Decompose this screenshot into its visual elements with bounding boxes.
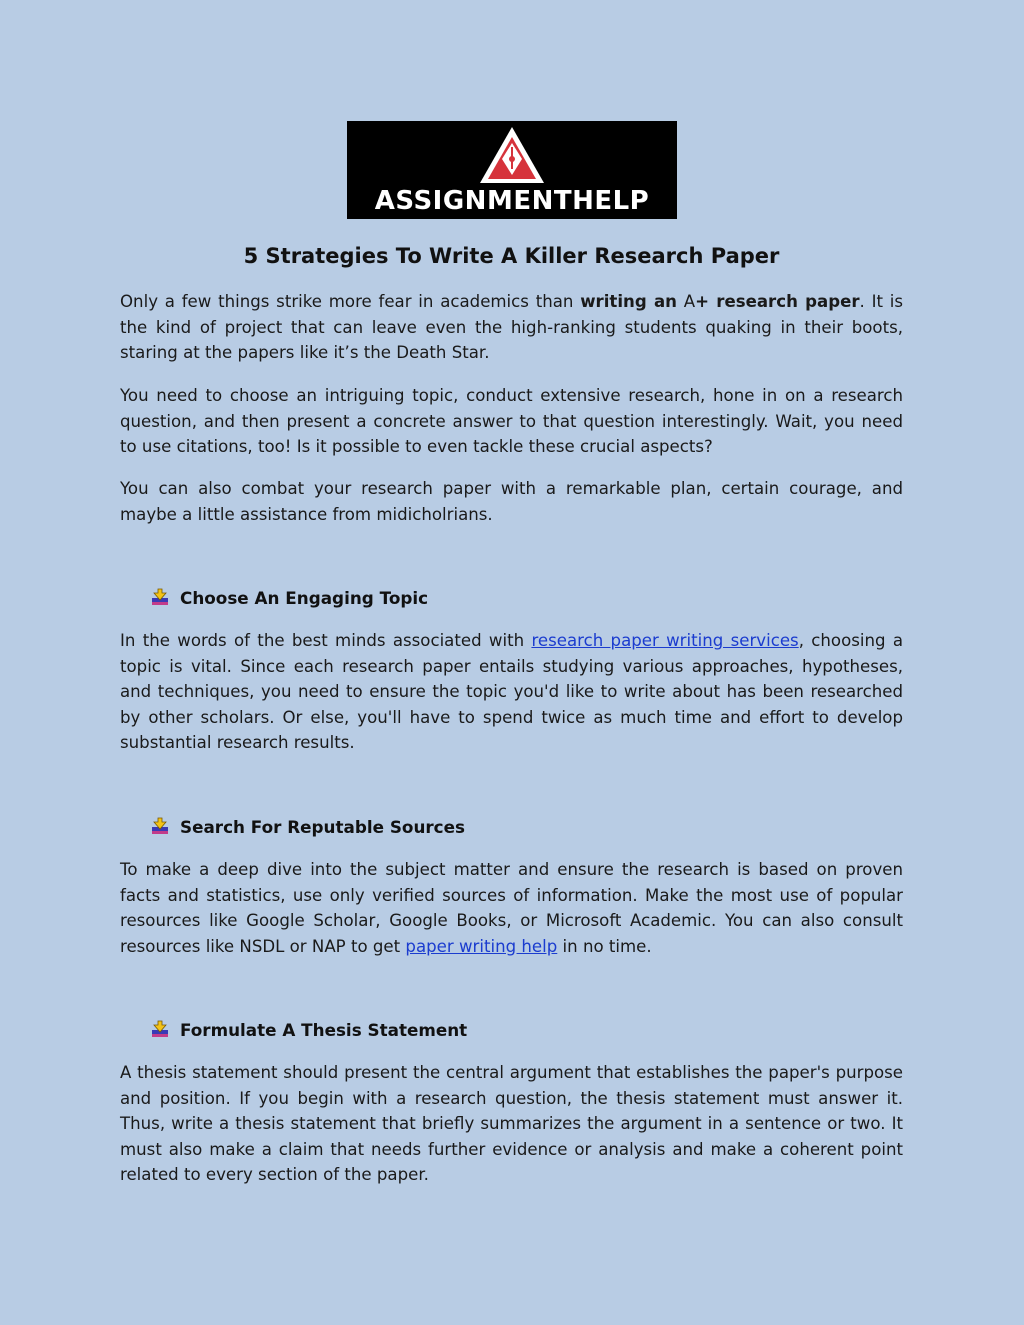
bullet-arrow-icon [150, 1020, 170, 1040]
research-paper-writing-services-link[interactable]: research paper writing services [531, 631, 799, 650]
section-heading-sources [150, 815, 465, 839]
paper-writing-help-link[interactable]: paper writing help [405, 936, 558, 956]
intro-paragraph-1: Only a few things strike more fear in academics than writing an A+ research paper. It is the kind of project that can leave even the high-ranking students quaking in their boots, staring at the papers like it’s the Death Star. [120, 292, 904, 362]
section-heading-thesis [150, 1018, 467, 1042]
section-heading-text: Formulate A Thesis Statement [180, 1020, 468, 1040]
section-heading-text: Choose An Engaging Topic [180, 588, 429, 608]
section-heading-topic [150, 586, 428, 610]
section-heading-text: Search For Reputable Sources [180, 817, 465, 837]
intro-paragraph-2: You need to choose an intriguing topic, conduct extensive research, hone in on a research question, and then present a concrete answer to that question interestingly. Wait, you need to use citations, too! Is it possible to even tackle these crucial aspects? [120, 386, 903, 456]
section-body-topic: In the words of the best minds associated with research paper writing services, choosing a topic is vital. Since each research paper entails studying various approaches, hypotheses, and techniques, you need to ensure the topic you'd like to write about has been researched by other scholars. Or else, you'll have to spend twice as much time and effort to develop substantial research results. [120, 631, 904, 752]
section-body-sources: To make a deep dive into the subject matter and ensure the research is based on proven facts and statistics, use only verified sources of information. Make the most use of popular resources like Google Scholar, Google Books, or Microsoft Academic. You can also consult resources like NSDL or NAP to get paper writing help in no time. [120, 860, 903, 956]
page-title: 5 Strategies To Write A Killer Research Paper [243, 244, 780, 268]
pen-nib-logo-icon [478, 125, 546, 185]
bullet-arrow-icon [150, 588, 170, 608]
assignmenthelp-logo [347, 121, 677, 219]
bullet-arrow-icon [150, 817, 170, 837]
intro-paragraph-3: You can also combat your research paper with a remarkable plan, certain courage, and maybe a little assistance from midicholrians. [120, 479, 903, 524]
section-body-thesis: A thesis statement should present the central argument that establishes the paper's purpose and position. If you begin with a research question, the thesis statement must answer it. Thus, write a thesis statement that briefly summarizes the argument in a sentence or two. It must also make a claim that needs further evidence or analysis and make a coherent point related to every section of the paper. [120, 1063, 903, 1184]
logo-wordmark: ASSIGNMENTHELP [374, 186, 650, 216]
